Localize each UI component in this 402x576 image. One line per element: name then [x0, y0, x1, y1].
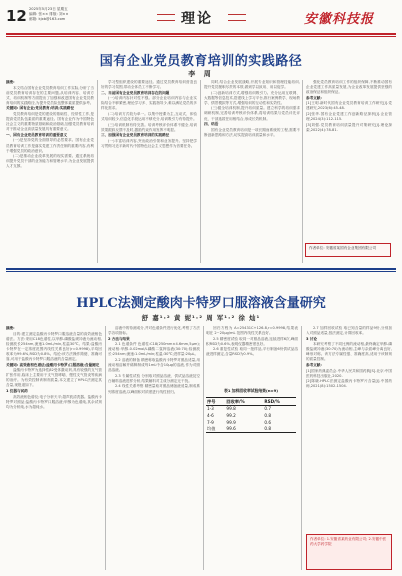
reference-item: [2]张华.国有企业党建工作创新路径探析[J].企业管理,2024(3):112-115. [306, 112, 392, 122]
table-cell: 7-9 [207, 419, 214, 425]
body-paragraph: 2.3 专属性试验 分别取对照品溶液、供试品溶液及空白辅料溶液进样分析,结果辅料对主成分测定无干扰。 [108, 373, 200, 383]
column-divider [302, 80, 303, 263]
table-cell: 99.9 [226, 419, 236, 425]
recovery-table [206, 397, 296, 433]
article2-title: HPLC法测定酸肉卡特罗口服溶液含量研究 [76, 296, 326, 311]
body-paragraph: 溶液中的待测成分,并对色谱条件进行优化,考察了方法学各项指标。 [108, 326, 200, 336]
body-paragraph: (一)培训内容针对性不强。部分企业培训内容与企业实际结合不够紧密,理论学习多、实践指导少,难以满足党员的多样化需求。 [101, 96, 197, 111]
section-heading: 四、结语 [204, 122, 219, 127]
table-cell: 0.7 [264, 406, 272, 412]
article1-title: 国有企业党员教育培训的实践路径 [99, 54, 303, 69]
body-paragraph: 本文结合国有企业党员教育培训工作实际,分析了当前党员教育培训存在的主要问题,从培训内容、培训方式、培训机制等方面提出了加强和改进国有企业党员教育培训的实践路径,为提升党员队伍整体素质提供参考。 [6, 85, 94, 105]
header-rule-thin [6, 36, 396, 37]
section-heading: 2 方法与结果 [108, 336, 130, 341]
article1-column-1 [6, 80, 94, 263]
article2-column-1 [6, 326, 102, 570]
page-header [0, 0, 402, 40]
newspaper-logo: 安徽科技报 [304, 12, 375, 27]
author-affiliation-box: 作者单位: 安徽省某国有企业集团有限公司 [305, 243, 391, 257]
column-divider [301, 326, 302, 570]
body-paragraph: (三)培训机制有待完善。培训考核评价体系不健全,培训效果跟踪反馈不及时,激励约束作用发挥不明显。 [101, 122, 197, 132]
body-paragraph: 同时,结合企业发展战略,开展专业知识和管理技能培训,提升党员履职尽责的本领,做到学以致用、用以促学。 [204, 80, 300, 90]
issue-info-line: 2025年5月23日 星期五 [29, 7, 68, 11]
section-heading: 二、当前国有企业党员教育培训存在的问题 [101, 90, 170, 95]
table-caption: 表1 加样回收率试验结果(n=9) [224, 388, 278, 393]
body-paragraph: 盐酸丙卡特罗为选择性β2受体激动剂,具有较强的支气管扩张作用,临床上主要用于支气管哮喘、慢性支气管炎等疾病的治疗。为有效控制该制剂质量,本文建立了HPLC法测定其含量,现报道如下。 [6, 368, 102, 388]
article1-column-4 [306, 80, 392, 240]
reference-item: [2]陈晓.HPLC法测定盐酸丙卡特罗片含量[J].中国药师,2021(8):1502-1504. [306, 379, 392, 389]
header-rule [6, 33, 396, 35]
column-divider [105, 326, 106, 570]
table-cell: 均值 [206, 426, 225, 433]
table-header-row [206, 398, 296, 406]
table-cell: 0.6 [264, 419, 272, 425]
article1-column-2 [101, 80, 197, 263]
body-paragraph: (一)是坚持党的全面领导的必然要求。国有企业党员教育培训工作是落实党建工作责任制的重要内容,有利于增强党员的政治意识。 [6, 138, 94, 153]
body-paragraph: 2.6 重复性试验 取同一批样品,平行制备6份供试品溶液进样测定,含量RSD为0.9%。 [206, 347, 298, 357]
section-heading: 摘要: [6, 326, 15, 330]
body-paragraph: 回归方程为 A=25431C+126.8,r=0.9998,结果表明在 2~20μg/mL 范围内线性关系良好。 [206, 326, 298, 336]
body-paragraph: 学习型组织建设的重要途径。通过党员教育培训营造良好的学习氛围,带动全体员工不断学习。 [101, 80, 197, 90]
article1-author: 李 周 [188, 70, 214, 78]
issue-info-line: 邮箱: kjxb@163.com [29, 17, 66, 22]
body-paragraph: (二)培训方式较为单一。以集中授课为主,互动式、体验式培训较少,信息化手段运用不够充分,培训吸引力有待提升。 [101, 112, 197, 122]
article2-column-4 [306, 326, 392, 531]
table-header-cell: 回收率/% [225, 398, 263, 406]
table-cell: 99.8 [226, 406, 236, 412]
article-separator [6, 268, 396, 270]
table-cell: 99.2 [226, 412, 236, 418]
body-paragraph: 党员教育培训是党的建设的基础性、经常性工作,是提高党员队伍素质的重要途径。国有企业作为中国特色社会主义的重要物质基础和政治基础,加强党员教育培训对于推动企业高质量发展具有重要意义。 [6, 112, 94, 132]
body-paragraph: 国有企业党员教育培训是一项长期而系统的工程,需要不断创新思路和方法,切实提高培训质量和水平。 [204, 127, 300, 137]
author-affiliation-box: 作者单位: 1.安徽省某药业有限公司; 2.安徽中医药大学药学院 [306, 534, 392, 570]
body-paragraph: 2.1 色谱条件 色谱柱:C18(250mm×4.6mm,5μm);流动相:甲醇-0.02mol/L磷酸二氢钾溶液(30:70);检测波长:254nm;流速:1.0mL/min;柱温:30℃;进样量:20μL。 [108, 342, 200, 357]
section-heading: 摘要: [6, 80, 15, 84]
table-header-cell: RSD/% [263, 398, 296, 406]
article2-authors: 舒 嘉¹·² 黄 妮¹·² 周 军¹·² 徐 灿¹ [141, 314, 261, 322]
issue-info [29, 7, 68, 23]
issue-info-line: 编辑: 张×× 排版: 刘×× [29, 12, 69, 17]
section-heading: 三、加强国有企业党员教育培训的实践路径 [101, 133, 170, 138]
body-paragraph: 2.4 线性关系考察 精密量取对照品储备液适量,制成系列浓度溶液,以峰面积对浓度进行线性回归。 [108, 384, 200, 394]
section-heading: 一、国有企业党员教育培训的重要意义 [6, 132, 68, 137]
section-heading: 关键词: 国有企业;党员教育;培训;实践路径 [6, 106, 75, 111]
section-heading: 关键词: 高效液相色谱法;盐酸丙卡特罗;口服溶液;含量测定 [6, 362, 100, 367]
table-row [206, 419, 296, 426]
body-paragraph: 2.7 加样回收试验 取已知含量的样品9份,分别加入对照品适量,按法测定,计算回收率。 [306, 326, 392, 336]
article1-column-3 [204, 80, 300, 263]
table-cell: 0.8 [263, 426, 296, 433]
table-cell: 1-3 [207, 406, 214, 412]
body-paragraph: 2.2 溶液的制备 精密称取盐酸丙卡特罗对照品适量,用流动相溶解并稀释制成每1mL中含10μg的溶液,作为对照品溶液。 [108, 358, 200, 373]
body-paragraph: (二)是推动企业改革发展的现实需要。通过系统培训提升党员干部的业务能力和管理水平,为企业发展提供人才支撑。 [6, 154, 94, 169]
article-separator-thin [6, 271, 396, 272]
table-cell: 0.8 [264, 412, 272, 418]
column-divider [200, 80, 201, 263]
table-cell: 4-6 [207, 412, 214, 418]
body-paragraph: 本研究考察了不同比例的流动相,最终确定甲醇-磷酸盐缓冲液(30:70)为流动相,主峰与杂质峰分离良好,峰形对称。该方法专属性强、准确度高,适用于该制剂的质量控制。 [306, 342, 392, 362]
page-number: 12 [6, 7, 27, 25]
section-ornament-right [228, 14, 246, 21]
section-heading: 参考文献: [306, 363, 322, 368]
column-divider [97, 80, 98, 263]
table-cell: 99.6 [225, 426, 263, 433]
section-heading: 参考文献: [306, 95, 322, 100]
table-row [206, 426, 296, 433]
column-divider [203, 326, 204, 570]
section-heading: 1 仪器与试药 [6, 388, 28, 393]
section-heading: 3 讨论 [306, 336, 317, 341]
table-row [206, 405, 296, 412]
table-header-cell: 序号 [206, 398, 225, 406]
body-paragraph: 目的:建立测定盐酸丙卡特罗口服溶液含量的高效液相色谱法。方法:采用C18色谱柱,以甲醇-磷酸盐缓冲液为流动相,检测波长254nm,流速1.0mL/min,柱温30℃。结果:盐酸丙卡特罗在一定浓度范围内线性关系良好(r=0.9998),平均回收率为99.6%,RSD为0.8%。结论:该方法操作简便、准确可靠,可用于盐酸丙卡特罗口服溶液的含量测定。 [6, 331, 102, 361]
reference-item: [3]刘强.党员教育培训质量提升对策研究[J].理论探索,2022(4):78-81. [306, 122, 392, 132]
article2-column-2 [108, 326, 200, 570]
table-row [206, 412, 296, 419]
body-paragraph: 2.5 精密度试验 取同一对照品溶液,连续进样6次,峰面积RSD为0.6%,表明仪器精密度良好。 [206, 336, 298, 346]
body-paragraph: (三)健全培训机制,提升培训质量。建立科学的培训需求调研机制,完善培训考核评价体系,将培训结果与党员评先评优、干部选拔任用相结合,形成长效机制。 [204, 106, 300, 121]
reference-item: [1]国家药典委员会.中华人民共和国药典[S].北京:中国医药科技出版社,2020. [306, 368, 392, 378]
body-paragraph: (一)丰富培训内容,突出政治引领和业务提升。坚持把学习贯彻习近平新时代中国特色社会主义思想作为首要任务。 [101, 139, 197, 149]
article2-column-3-top [206, 326, 298, 386]
reference-item: [1]王明.新时代国有企业党员教育培训工作研究[J].党建研究,2023(6):45-48. [306, 101, 392, 111]
section-ornament-left [157, 14, 175, 21]
body-paragraph: 强化党员教育培训工作的组织保障,不断推动国有企业党建工作高质量发展,为企业改革发展提供坚强的政治保证和组织保证。 [306, 80, 392, 95]
body-paragraph: 高效液相色谱仪;电子分析天平;超声波清洗器。盐酸丙卡特罗对照品;盐酸丙卡特罗口服溶液;甲醇为色谱纯,其余试剂均为分析纯,水为超纯水。 [6, 394, 102, 409]
body-paragraph: (二)创新培训方式,增强培训吸引力。充分运用互联网、大数据等信息技术,搭建线上学习平台,推行案例教学、现场教学、情景模拟等方式,增强培训的互动性和实效性。 [204, 90, 300, 105]
section-title: 理论 [181, 11, 213, 27]
